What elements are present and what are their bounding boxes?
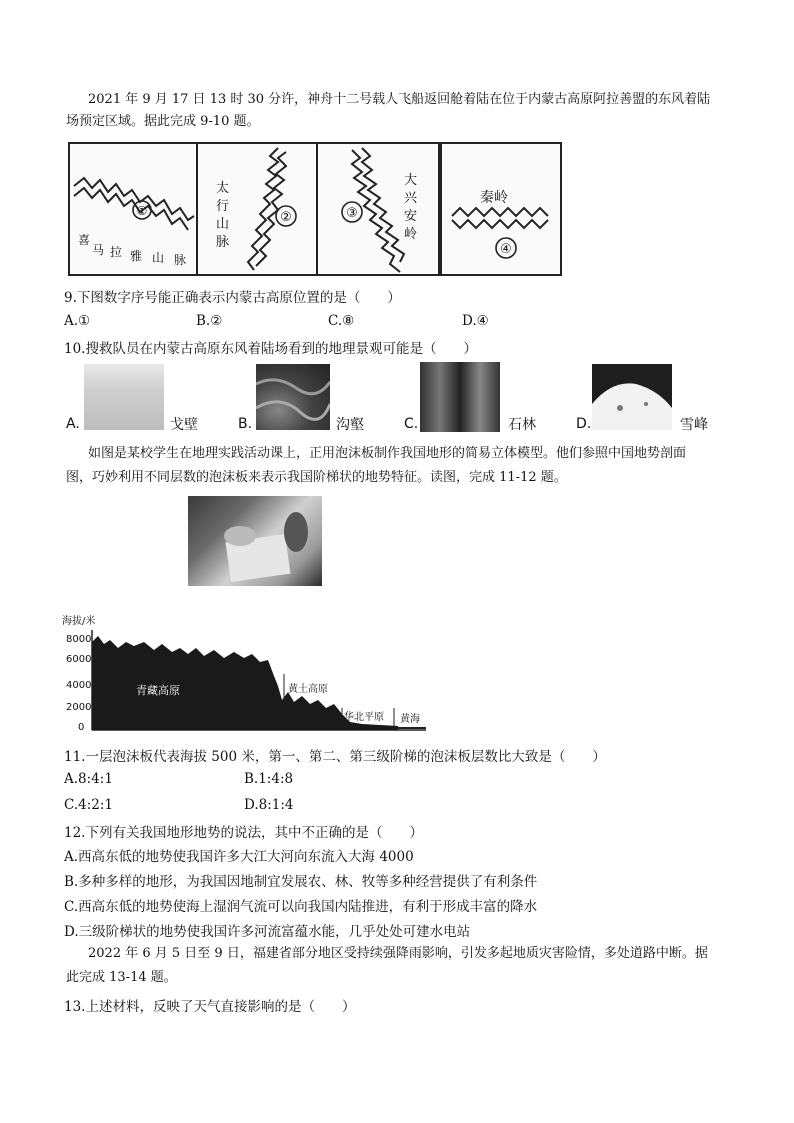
intro-paragraph-3-line-2: 此完成 13-14 题。 (66, 970, 177, 985)
region-qinghai-tibet: 青藏高原 (136, 684, 180, 697)
svg-text:脉: 脉 (216, 235, 230, 250)
question-12-option-c[interactable]: C.西高东低的地势使海上湿润气流可以向我国内陆推进，有利于形成丰富的降水 (64, 899, 538, 915)
region-loess-plateau: 黄土高原 (288, 684, 328, 695)
svg-text:山: 山 (152, 251, 165, 265)
question-10-option-b-label: 沟壑 (336, 417, 364, 433)
question-10-stem: 10.搜救队员在内蒙古高原东风着陆场看到的地理景观可能是（ ） (64, 341, 477, 357)
gully-photo (256, 364, 330, 430)
question-10-option-a-letter[interactable]: A. (66, 416, 80, 432)
question-12-stem: 12.下列有关我国地形地势的说法，其中不正确的是（ ） (64, 825, 423, 841)
question-11-stem: 11.一层泡沫板代表海拔 500 米，第一、第二、第三级阶梯的泡沫板层数比大致是（ ） (64, 749, 606, 765)
map-panel-4 (440, 142, 562, 276)
region-north-china-plain: 华北平原 (344, 712, 384, 723)
ytick-4000: 4000 (66, 680, 92, 691)
question-12-option-d[interactable]: D.三级阶梯状的地势使我国许多河流富蕴水能，几乎处处可建水电站 (64, 924, 471, 940)
ytick-2000: 2000 (66, 702, 92, 713)
ytick-8000: 8000 (66, 634, 92, 645)
question-11-option-b[interactable]: B.1:4:8 (244, 771, 294, 787)
question-11-option-a[interactable]: A.8:4:1 (64, 771, 113, 787)
question-10-option-c-letter[interactable]: C. (404, 416, 419, 432)
question-9-option-d[interactable]: D.④ (462, 313, 489, 329)
map-panel-3 (316, 142, 440, 276)
mountain-range-icon (198, 144, 316, 274)
intro-paragraph-1-line-2: 场预定区域。据此完成 9-10 题。 (66, 114, 260, 129)
terrain-profile-chart (62, 612, 432, 736)
profile-ylabel: 海拔/米 (62, 616, 96, 627)
question-13-stem: 13.上述材料，反映了天气直接影响的是（ ） (64, 999, 356, 1015)
intro-paragraph-3-line-1: 2022 年 6 月 5 日至 9 日，福建省部分地区受持续强降雨影响，引发多起地质灾害险情，多处道路中断。据 (88, 946, 708, 961)
svg-text:马: 马 (92, 243, 105, 257)
question-10-option-d-letter[interactable]: D. (576, 416, 592, 432)
question-10-option-b-letter[interactable]: B. (238, 416, 253, 432)
panel-1-number: ① (136, 204, 148, 218)
mountain-range-icon (442, 144, 560, 274)
question-10-option-c-label: 石林 (508, 417, 536, 433)
svg-text:大: 大 (404, 173, 418, 188)
svg-text:山: 山 (216, 217, 230, 232)
map-panel-1 (68, 142, 198, 276)
svg-text:秦岭: 秦岭 (480, 190, 508, 206)
classroom-photo (188, 496, 322, 586)
question-12-option-a[interactable]: A.西高东低的地势使我国许多大江大河向东流入大海 4000 (64, 849, 414, 865)
mountain-range-icon (70, 144, 196, 274)
svg-text:太: 太 (216, 181, 230, 196)
svg-text:兴: 兴 (404, 191, 418, 206)
region-yellow-sea: 黄海 (400, 714, 420, 725)
svg-text:行: 行 (216, 199, 230, 214)
question-9-option-b[interactable]: B.② (196, 313, 223, 329)
question-11-option-c[interactable]: C.4:2:1 (64, 797, 114, 813)
svg-text:岭: 岭 (404, 227, 418, 242)
svg-text:安: 安 (404, 209, 418, 224)
question-11-option-d[interactable]: D.8:1:4 (244, 797, 294, 813)
snow-peak-photo (592, 364, 672, 430)
mountain-range-icon (318, 144, 438, 274)
question-10-option-a-label: 戈壁 (170, 417, 198, 433)
question-9-stem: 9.下图数字序号能正确表示内蒙古高原位置的是（ ） (64, 290, 401, 306)
intro-paragraph-2-line-1: 如图是某校学生在地理实践活动课上，正用泡沫板制作我国地形的简易立体模型。他们参照中国地势剖面 (88, 446, 687, 461)
ytick-6000: 6000 (66, 654, 92, 665)
svg-text:雅: 雅 (130, 249, 143, 263)
map-panel-2 (196, 142, 318, 276)
stone-forest-photo (420, 362, 500, 432)
panel-2-number: ② (280, 210, 292, 225)
panel-3-number: ③ (346, 206, 358, 221)
svg-text:拉: 拉 (110, 245, 123, 259)
gobi-photo (84, 364, 164, 430)
question-12-option-b[interactable]: B.多种多样的地形，为我国因地制宜发展农、林、牧等多种经营提供了有利条件 (64, 874, 538, 890)
ytick-0: 0 (78, 722, 85, 733)
svg-text:喜: 喜 (78, 233, 91, 247)
svg-text:脉: 脉 (174, 253, 187, 267)
question-9-option-a[interactable]: A.① (64, 313, 91, 329)
intro-paragraph-2-line-2: 图，巧妙利用不同层数的泡沫板来表示我国阶梯状的地势特征。读图，完成 11-12 题。 (66, 470, 567, 485)
question-10-option-d-label: 雪峰 (680, 417, 708, 433)
intro-paragraph-1-line-1: 2021 年 9 月 17 日 13 时 30 分许，神舟十二号载人飞船返回舱着陆在位于内蒙古高原阿拉善盟的东风着陆 (88, 92, 711, 107)
question-9-option-c[interactable]: C.⑧ (328, 313, 355, 329)
panel-4-number: ④ (500, 242, 512, 257)
